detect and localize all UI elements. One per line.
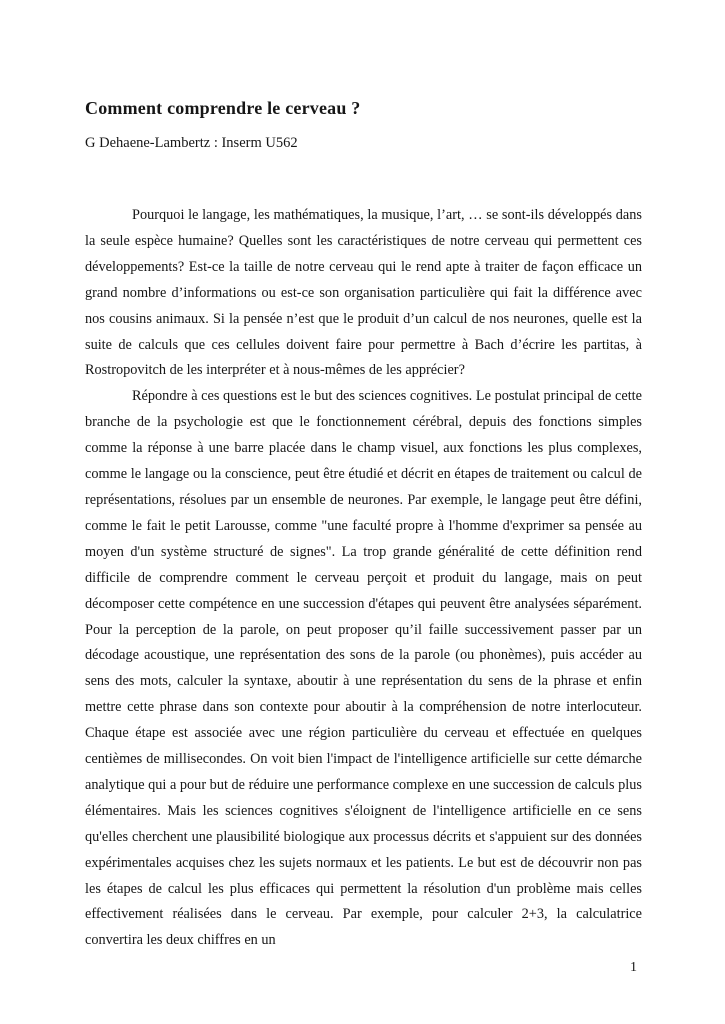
- author-line: G Dehaene-Lambertz : Inserm U562: [85, 135, 298, 151]
- document-content: [85, 0, 642, 954]
- page-title: Comment comprendre le cerveau ?: [85, 98, 361, 118]
- body-paragraph: Pourquoi le langage, les mathématiques, la musique, l’art, … se sont-ils développés dans la seule espèce humaine? Quelles sont les caractéristiques de notre cerveau qui permettent ces développements? Est-ce la taille de notre cerveau qui le rend apte à traiter de façon efficace un grand nombre d’informations ou est-ce son organisation particulière qui fait la différence avec nos cousins animaux. Si la pensée n’est que le produit d’un calcul de nos neurones, quelle est la suite de calculs que ces cellules doivent faire pour permettre à Bach d’écrire les partitas, à Rostropovitch de les interpréter et à nous-mêmes de les apprécier?: [85, 207, 642, 379]
- body-paragraph: Répondre à ces questions est le but des sciences cognitives. Le postulat principal de cette branche de la psychologie est que le fonctionnement cérébral, depuis des fonctions simples comme la réponse à une barre placée dans le champ visuel, aux fonctions les plus complexes, comme le langage ou la conscience, peut être étudié et décrit en étapes de traitement ou calcul de représentations, résolues par un ensemble de neurones. Par exemple, le langage peut être défini, comme le fait le petit Larousse, comme "une faculté propre à l'homme d'exprimer sa pensée au moyen d'un système structuré de signes". La trop grande généralité de cette définition rend difficile de comprendre comment le cerveau perçoit et produit du langage, mais on peut décomposer cette compétence en une succession d'étapes qui peuvent être analysées séparément. Pour la perception de la parole, on peut proposer qu’il faille successivement passer par un décodage acoustique, une représentation des sons de la parole (ou phonèmes), puis accéder au sens des mots, calculer la syntaxe, aboutir à une représentation du sens de la phrase et enfin mettre cette phrase dans son contexte pour aboutir à la compréhension de notre interlocuteur. Chaque étape est associée avec une région particulière du cerveau et effectuée en quelques centièmes de millisecondes. On voit bien l'impact de l'intelligence artificielle sur cette démarche analytique qui a pour but de réduire une performance complexe en une succession de calculs plus élémentaires. Mais les sciences cognitives s'éloignent de l'intelligence artificielle en ce sens qu'elles cherchent une plausibilité biologique aux processus décrits et s'appuient sur des données expérimentales acquises chez les sujets normaux et les patients. Le but est de découvrir non pas les étapes de calcul les plus efficaces qui permettent la résolution d'un problème mais celles effectivement réalisées dans le cerveau. Par exemple, pour calculer 2+3, la calculatrice convertira les deux chiffres en un: [85, 388, 642, 949]
- page-number: 1: [630, 960, 637, 975]
- document-body: [85, 203, 642, 954]
